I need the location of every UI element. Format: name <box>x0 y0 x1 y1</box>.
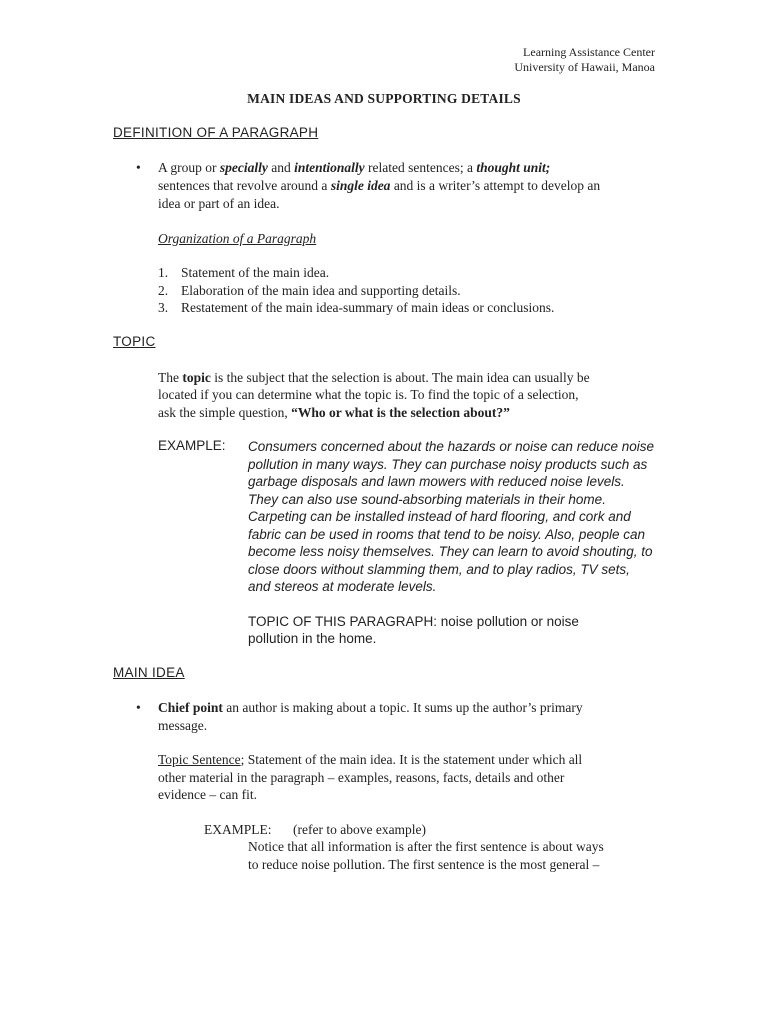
page-title: MAIN IDEAS AND SUPPORTING DETAILS <box>247 91 521 106</box>
bullet-marker: • <box>136 700 141 715</box>
header-institution: Learning Assistance Center <box>523 45 655 59</box>
main-idea-line-2: message. <box>158 718 208 733</box>
topic-sentence-line-2: other material in the paragraph – examples, reasons, facts, details and other <box>158 770 565 785</box>
section-heading-topic: TOPIC <box>113 334 156 349</box>
notice-line-1: Notice that all information is after the first sentence is about ways <box>248 839 604 854</box>
topic-sentence-line-3: evidence – can fit. <box>158 787 257 802</box>
example-text-line: fabric can be used in rooms that tend to be noisy. Also, people can <box>248 527 645 542</box>
main-idea-line-1: Chief point an author is making about a topic. It sums up the author’s primary <box>158 700 583 715</box>
topic-of-paragraph-line-1: TOPIC OF THIS PARAGRAPH: noise pollution or noise <box>248 614 579 629</box>
list-item: 2. <box>158 283 169 298</box>
topic-of-paragraph-line-2: pollution in the home. <box>248 631 377 646</box>
header-university: University of Hawaii, Manoa <box>514 60 655 74</box>
example-text-line: pollution in many ways. They can purchase noisy products such as <box>248 457 648 472</box>
topic-line-1: The topic is the subject that the selection is about. The main idea can usually be <box>158 370 590 385</box>
bullet-marker: • <box>136 160 141 175</box>
example-text-line: close doors without slamming them, and to play radios, TV sets, <box>248 562 630 577</box>
example-text-line: become less noisy themselves. They can learn to avoid shouting, to <box>248 544 653 559</box>
main-idea-example-label: EXAMPLE: <box>204 822 272 837</box>
topic-line-2: located if you can determine what the topic is. To find the topic of a selection, <box>158 387 579 402</box>
example-label: EXAMPLE: <box>158 438 226 453</box>
section-heading-main-idea: MAIN IDEA <box>113 665 185 680</box>
list-item: 1. <box>158 265 169 280</box>
definition-line-1: A group or specially and intentionally related sentences; a thought unit; <box>158 160 551 175</box>
example-text-line: Consumers concerned about the hazards or noise can reduce noise <box>248 439 654 454</box>
topic-line-3: ask the simple question, “Who or what is the selection about?” <box>158 405 510 420</box>
example-text-line: They can also use sound-absorbing materials in their home. <box>248 492 606 507</box>
example-text-line: and stereos at moderate levels. <box>248 579 437 594</box>
example-text-line: garbage disposals and lawn mowers with reduced noise levels. <box>248 474 625 489</box>
example-text-line: Carpeting can be installed instead of hard flooring, and cork and <box>248 509 631 524</box>
list-item-text: Elaboration of the main idea and supporting details. <box>181 283 461 298</box>
definition-line-2: sentences that revolve around a single idea and is a writer’s attempt to develop an <box>158 178 601 193</box>
list-item: 3. <box>158 300 169 315</box>
list-item-text: Restatement of the main idea-summary of main ideas or conclusions. <box>181 300 555 315</box>
notice-line-2: to reduce noise pollution. The first sentence is the most general – <box>248 857 600 872</box>
list-item-text: Statement of the main idea. <box>181 265 330 280</box>
section-heading-definition: DEFINITION OF A PARAGRAPH <box>113 125 319 140</box>
definition-line-3: idea or part of an idea. <box>158 196 280 211</box>
main-idea-example-reference: (refer to above example) <box>293 822 427 837</box>
topic-sentence-line-1: Topic Sentence; Statement of the main idea. It is the statement under which all <box>158 752 583 767</box>
organization-subheading: Organization of a Paragraph <box>158 231 317 246</box>
